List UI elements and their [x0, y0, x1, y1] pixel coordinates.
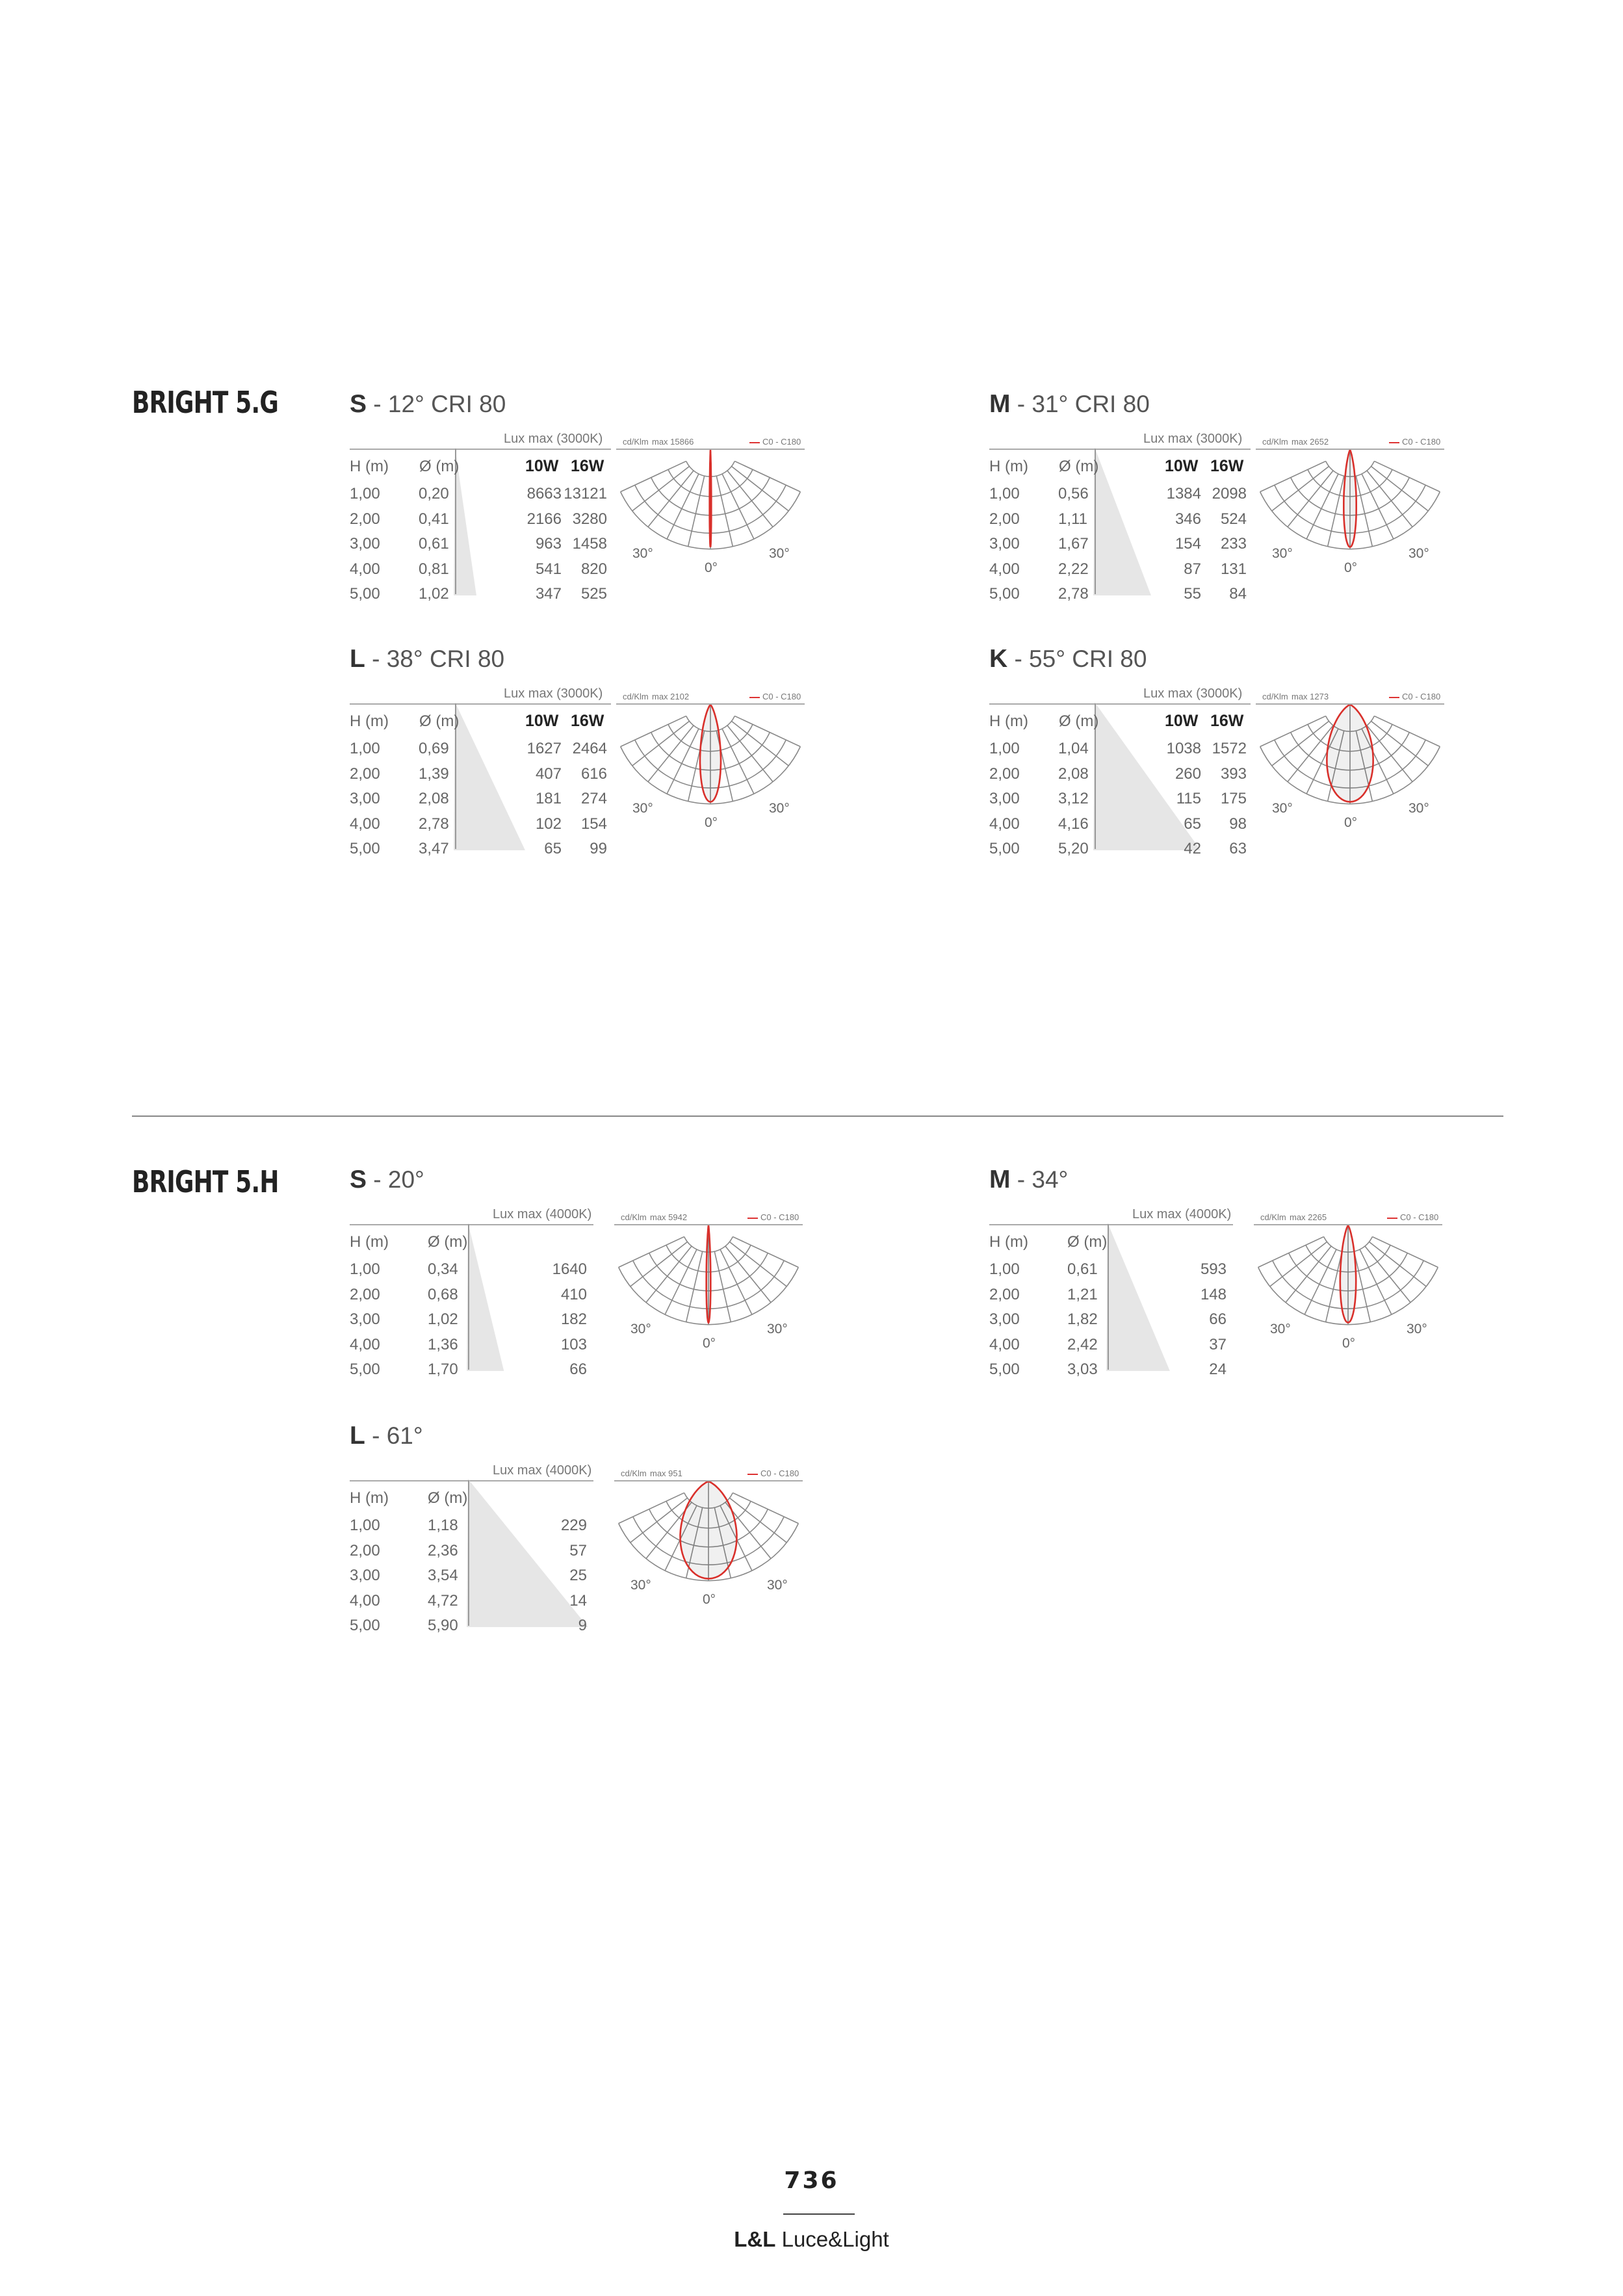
- table-cell-lux-10w: 65: [544, 840, 562, 857]
- table-cell-diameter: 3,47: [419, 840, 449, 857]
- table-cell-lux-10w: 87: [1184, 560, 1201, 578]
- table-cell-lux-10w: 407: [535, 764, 562, 783]
- table-cell-height: 4,00: [350, 1335, 380, 1353]
- optic-angle: - 12° CRI 80: [367, 391, 506, 417]
- table-cell-lux-10w: 25: [569, 1567, 587, 1584]
- table-cell-height: 2,00: [350, 764, 380, 783]
- polar-max: max 15866: [652, 437, 694, 447]
- table-cell-height: 3,00: [350, 1311, 380, 1328]
- table-cell-lux-10w: 1384: [1166, 485, 1201, 502]
- table-cell-lux-10w: 182: [560, 1311, 587, 1328]
- table-cell-lux-10w: 593: [1200, 1260, 1227, 1278]
- table-cell-diameter: 3,54: [428, 1567, 458, 1584]
- table-cell-diameter: 1,39: [419, 764, 449, 783]
- polar-diagram: [611, 1225, 806, 1375]
- polar-legend-text: C0 - C180: [1402, 692, 1441, 701]
- table-cell-diameter: 5,20: [1058, 840, 1089, 857]
- table-cell-diameter: 1,18: [428, 1517, 458, 1534]
- optic-letter: S: [350, 390, 367, 418]
- photometry-block: [350, 390, 818, 611]
- col-header-diameter: Ø (m): [1059, 458, 1099, 475]
- photometry-block: [350, 1422, 818, 1643]
- table-cell-diameter: 2,22: [1058, 560, 1089, 578]
- polar-unit: cd/Klm: [621, 1212, 647, 1222]
- polar-unit: cd/Klm: [1262, 692, 1288, 701]
- optic-angle: - 34°: [1010, 1166, 1069, 1193]
- table-cell-height: 3,00: [350, 790, 380, 807]
- col-header-diameter: Ø (m): [419, 458, 460, 475]
- polar-unit: cd/Klm: [623, 437, 649, 447]
- table-cell-height: 2,00: [989, 1285, 1020, 1303]
- table-cell-lux-16w: 393: [1220, 764, 1247, 783]
- lux-max-label: Lux max (3000K): [504, 686, 603, 701]
- polar-label-center: 0°: [703, 1336, 716, 1351]
- col-header-height: H (m): [350, 1233, 389, 1251]
- polar-label-center: 0°: [1344, 815, 1358, 830]
- legend-red-line: [1387, 1218, 1397, 1219]
- table-cell-lux-16w: 820: [580, 560, 607, 578]
- table-cell-lux-10w: 102: [535, 815, 562, 833]
- polar-legend-text: C0 - C180: [760, 1212, 799, 1222]
- col-header-10w: 10W: [1165, 712, 1199, 730]
- optic-letter: S: [350, 1166, 367, 1194]
- col-header-height: H (m): [350, 712, 389, 730]
- table-cell-height: 3,00: [989, 790, 1020, 807]
- polar-diagram: [1253, 450, 1448, 599]
- polar-label-center: 0°: [703, 1592, 716, 1607]
- product-title-bright-5h: BRIGHT 5.H: [132, 1164, 279, 1199]
- polar-label-left: 30°: [1272, 801, 1293, 816]
- polar-grid-radial: [716, 476, 733, 547]
- table-cell-diameter: 1,02: [428, 1311, 458, 1328]
- polar-max: max 2102: [652, 692, 690, 701]
- table-cell-lux-16w: 13121: [564, 485, 607, 502]
- polar-label-center: 0°: [705, 815, 718, 830]
- table-cell-lux-16w: 63: [1229, 840, 1247, 857]
- table-cell-lux-10w: 103: [560, 1335, 587, 1353]
- table-cell-lux-10w: 154: [1175, 535, 1201, 553]
- polar-unit: cd/Klm: [1260, 1212, 1286, 1222]
- table-cell-diameter: 5,90: [428, 1617, 458, 1634]
- polar-legend-text: C0 - C180: [760, 1468, 799, 1478]
- table-cell-lux-10w: 37: [1209, 1335, 1227, 1353]
- polar-legend: [1389, 437, 1440, 447]
- table-cell-lux-16w: 131: [1220, 560, 1247, 578]
- polar-legend: [749, 437, 801, 447]
- footer-divider: [783, 2213, 855, 2215]
- table-cell-diameter: 1,70: [428, 1361, 458, 1378]
- col-header-16w: 16W: [571, 457, 604, 475]
- polar-max: max 5942: [650, 1212, 688, 1222]
- table-cell-lux-16w: 2464: [572, 740, 607, 757]
- legend-red-line: [749, 697, 760, 698]
- legend-red-line: [1389, 697, 1399, 698]
- polar-unit: cd/Klm: [623, 692, 649, 701]
- table-cell-lux-16w: 1458: [572, 535, 607, 553]
- col-header-height: H (m): [989, 1233, 1028, 1251]
- table-cell-height: 2,00: [350, 1541, 380, 1559]
- intensity-curve: [707, 1225, 711, 1323]
- polar-label-left: 30°: [632, 801, 653, 816]
- table-cell-lux-10w: 181: [535, 790, 562, 807]
- optic-angle: - 55° CRI 80: [1007, 646, 1147, 672]
- polar-label-right: 30°: [769, 546, 790, 561]
- polar-label-right: 30°: [1409, 546, 1429, 561]
- table-column-rule: [468, 1480, 469, 1626]
- table-cell-height: 3,00: [989, 1311, 1020, 1328]
- photometry-block: [350, 645, 818, 866]
- table-cell-lux-16w: 99: [590, 840, 607, 857]
- table-cell-lux-10w: 24: [1209, 1361, 1227, 1378]
- table-column-rule: [468, 1224, 469, 1370]
- table-cell-diameter: 0,34: [428, 1260, 458, 1278]
- table-cell-diameter: 1,82: [1067, 1311, 1098, 1328]
- table-cell-height: 5,00: [350, 585, 380, 603]
- table-cell-lux-16w: 84: [1229, 585, 1247, 603]
- table-cell-height: 3,00: [350, 535, 380, 553]
- photometry-block: [350, 1166, 818, 1387]
- col-header-16w: 16W: [1210, 457, 1244, 475]
- table-cell-diameter: 0,20: [419, 485, 449, 502]
- table-cell-lux-10w: 229: [560, 1517, 587, 1534]
- table-cell-lux-10w: 410: [560, 1285, 587, 1303]
- optic-letter: L: [350, 645, 365, 673]
- table-cell-diameter: 2,78: [1058, 585, 1089, 603]
- table-cell-lux-10w: 1038: [1166, 740, 1201, 757]
- table-cell-lux-10w: 2166: [526, 510, 562, 528]
- table-cell-diameter: 1,21: [1067, 1285, 1098, 1303]
- col-header-height: H (m): [350, 458, 389, 475]
- lux-max-label: Lux max (4000K): [493, 1463, 592, 1478]
- table-cell-diameter: 0,69: [419, 740, 449, 757]
- table-cell-diameter: 2,08: [1058, 764, 1089, 783]
- optic-angle: - 61°: [365, 1422, 423, 1449]
- table-cell-lux-16w: 2098: [1212, 485, 1247, 502]
- col-header-height: H (m): [350, 1489, 389, 1507]
- polar-legend: [1387, 1212, 1438, 1222]
- legend-red-line: [749, 442, 760, 443]
- table-cell-height: 1,00: [350, 1517, 380, 1534]
- polar-diagram: [1253, 705, 1448, 854]
- polar-diagram: [613, 705, 808, 854]
- table-cell-lux-16w: 233: [1220, 535, 1247, 553]
- table-cell-height: 3,00: [350, 1567, 380, 1584]
- col-header-16w: 16W: [571, 712, 604, 730]
- polar-max: max 2265: [1290, 1212, 1327, 1222]
- table-cell-height: 5,00: [350, 1361, 380, 1378]
- table-cell-diameter: 2,42: [1067, 1335, 1098, 1353]
- table-cell-diameter: 0,68: [428, 1285, 458, 1303]
- polar-grid-radial: [714, 1251, 731, 1322]
- table-cell-lux-16w: 3280: [572, 510, 607, 528]
- table-cell-lux-10w: 347: [535, 585, 562, 603]
- polar-label-right: 30°: [769, 801, 790, 816]
- table-cell-height: 2,00: [989, 764, 1020, 783]
- polar-label-left: 30°: [630, 1578, 651, 1593]
- lux-max-label: Lux max (4000K): [493, 1207, 592, 1221]
- table-cell-height: 1,00: [350, 485, 380, 502]
- polar-legend: [1389, 692, 1440, 701]
- optic-letter: M: [989, 390, 1011, 418]
- table-cell-lux-10w: 42: [1184, 840, 1201, 857]
- polar-diagram: [1251, 1225, 1446, 1375]
- polar-label-center: 0°: [705, 560, 718, 575]
- polar-grid-radial: [688, 476, 705, 547]
- table-cell-height: 4,00: [350, 560, 380, 578]
- table-cell-diameter: 1,36: [428, 1335, 458, 1353]
- photometry-block: [989, 1166, 1457, 1387]
- table-cell-height: 1,00: [989, 485, 1020, 502]
- legend-red-line: [747, 1218, 758, 1219]
- polar-grid-radial: [686, 1251, 703, 1322]
- page-number: 736: [784, 2167, 839, 2194]
- polar-legend-text: C0 - C180: [762, 437, 801, 447]
- optic-letter: L: [350, 1422, 365, 1450]
- section-divider: [132, 1115, 1503, 1117]
- lux-max-label: Lux max (3000K): [1143, 686, 1243, 701]
- col-header-10w: 10W: [525, 457, 559, 475]
- table-cell-lux-10w: 115: [1176, 790, 1201, 807]
- table-cell-height: 5,00: [989, 585, 1020, 603]
- table-cell-diameter: 0,61: [1067, 1260, 1098, 1278]
- product-title-bright-5g: BRIGHT 5.G: [132, 385, 279, 420]
- polar-grid-radial: [1356, 476, 1372, 547]
- table-cell-lux-16w: 98: [1229, 815, 1247, 833]
- table-cell-diameter: 1,04: [1058, 740, 1089, 757]
- polar-max: max 951: [650, 1468, 682, 1478]
- table-cell-diameter: 2,08: [419, 790, 449, 807]
- table-cell-height: 4,00: [989, 1335, 1020, 1353]
- table-column-rule: [1108, 1224, 1109, 1370]
- table-cell-lux-16w: 154: [580, 815, 607, 833]
- table-cell-lux-10w: 66: [1209, 1311, 1227, 1328]
- table-cell-lux-16w: 525: [580, 585, 607, 603]
- polar-unit: cd/Klm: [1262, 437, 1288, 447]
- polar-grid-radial: [1328, 476, 1344, 547]
- polar-label-center: 0°: [1344, 560, 1358, 575]
- table-cell-height: 4,00: [989, 560, 1020, 578]
- polar-label-right: 30°: [767, 1322, 788, 1337]
- table-cell-lux-10w: 57: [569, 1541, 587, 1559]
- table-cell-diameter: 0,41: [419, 510, 449, 528]
- lux-max-label: Lux max (4000K): [1132, 1207, 1232, 1221]
- col-header-16w: 16W: [1210, 712, 1244, 730]
- table-cell-diameter: 0,56: [1058, 485, 1089, 502]
- col-header-10w: 10W: [525, 712, 559, 730]
- table-cell-diameter: 1,11: [1058, 510, 1087, 528]
- intensity-curve: [1327, 705, 1373, 802]
- table-cell-height: 1,00: [350, 740, 380, 757]
- lux-max-label: Lux max (3000K): [1143, 432, 1243, 446]
- table-cell-diameter: 3,12: [1058, 790, 1089, 807]
- legend-red-line: [1389, 442, 1399, 443]
- table-cell-diameter: 4,72: [428, 1591, 458, 1610]
- polar-unit: cd/Klm: [621, 1468, 647, 1478]
- polar-label-left: 30°: [632, 546, 653, 561]
- polar-legend: [749, 692, 801, 701]
- table-cell-diameter: 4,16: [1058, 815, 1089, 833]
- table-cell-lux-10w: 55: [1184, 585, 1201, 603]
- legend-red-line: [747, 1474, 758, 1475]
- photometry-block: [989, 390, 1457, 611]
- table-cell-lux-10w: 8663: [526, 485, 562, 502]
- table-cell-lux-10w: 260: [1175, 764, 1201, 783]
- col-header-diameter: Ø (m): [428, 1489, 468, 1507]
- table-cell-diameter: 1,67: [1058, 535, 1089, 553]
- table-cell-lux-10w: 9: [578, 1617, 587, 1634]
- polar-label-right: 30°: [1409, 801, 1429, 816]
- intensity-curve: [710, 450, 712, 547]
- table-cell-diameter: 3,03: [1067, 1361, 1098, 1378]
- brand-logo-text: L&L: [734, 2227, 776, 2251]
- table-cell-diameter: 2,78: [419, 815, 449, 833]
- optic-angle: - 31° CRI 80: [1010, 391, 1150, 417]
- polar-legend-text: C0 - C180: [762, 692, 801, 701]
- polar-diagram: [611, 1481, 806, 1631]
- table-cell-height: 3,00: [989, 535, 1020, 553]
- table-cell-lux-16w: 616: [580, 764, 607, 783]
- table-cell-height: 5,00: [989, 1361, 1020, 1378]
- polar-label-left: 30°: [630, 1322, 651, 1337]
- table-cell-height: 5,00: [350, 840, 380, 857]
- table-cell-lux-10w: 66: [569, 1361, 587, 1378]
- table-cell-lux-10w: 541: [535, 560, 562, 578]
- col-header-height: H (m): [989, 458, 1028, 475]
- table-cell-lux-16w: 524: [1220, 510, 1247, 528]
- polar-legend-text: C0 - C180: [1400, 1212, 1439, 1222]
- table-cell-lux-10w: 14: [569, 1591, 587, 1610]
- col-header-diameter: Ø (m): [1067, 1233, 1108, 1251]
- polar-diagram: [613, 450, 808, 599]
- table-cell-diameter: 2,36: [428, 1541, 458, 1559]
- table-cell-height: 2,00: [350, 1285, 380, 1303]
- table-cell-lux-10w: 148: [1200, 1285, 1227, 1303]
- table-cell-height: 5,00: [350, 1617, 380, 1634]
- col-header-height: H (m): [989, 712, 1028, 730]
- table-cell-lux-16w: 1572: [1212, 740, 1247, 757]
- table-cell-diameter: 0,61: [419, 535, 449, 553]
- optic-angle: - 38° CRI 80: [365, 646, 505, 672]
- table-cell-height: 1,00: [989, 740, 1020, 757]
- table-cell-height: 4,00: [350, 815, 380, 833]
- table-cell-height: 2,00: [350, 510, 380, 528]
- col-header-diameter: Ø (m): [428, 1233, 468, 1251]
- table-cell-height: 1,00: [350, 1260, 380, 1278]
- table-cell-diameter: 0,81: [419, 560, 449, 578]
- table-cell-height: 4,00: [350, 1591, 380, 1610]
- intensity-curve: [700, 705, 721, 802]
- lux-max-label: Lux max (3000K): [504, 432, 603, 446]
- col-header-10w: 10W: [1165, 457, 1199, 475]
- polar-max: max 2652: [1292, 437, 1329, 447]
- table-cell-lux-10w: 346: [1175, 510, 1201, 528]
- intensity-curve: [1340, 1225, 1356, 1323]
- polar-legend: [747, 1468, 799, 1478]
- intensity-curve: [1344, 450, 1356, 547]
- polar-legend-text: C0 - C180: [1402, 437, 1441, 447]
- col-header-diameter: Ø (m): [419, 712, 460, 730]
- polar-max: max 1273: [1292, 692, 1329, 701]
- polar-legend: [747, 1212, 799, 1222]
- polar-label-left: 30°: [1270, 1322, 1291, 1337]
- photometry-block: [989, 645, 1457, 866]
- table-cell-lux-10w: 1627: [526, 740, 562, 757]
- polar-label-right: 30°: [1407, 1322, 1427, 1337]
- table-cell-height: 4,00: [989, 815, 1020, 833]
- intensity-curve: [681, 1481, 737, 1579]
- table-cell-lux-16w: 274: [580, 790, 607, 807]
- table-cell-height: 5,00: [989, 840, 1020, 857]
- col-header-diameter: Ø (m): [1059, 712, 1099, 730]
- brand-name: Luce&Light: [775, 2227, 889, 2251]
- table-cell-lux-10w: 1640: [552, 1260, 587, 1278]
- polar-label-right: 30°: [767, 1578, 788, 1593]
- table-cell-lux-10w: 963: [535, 535, 562, 553]
- optic-letter: K: [989, 645, 1008, 673]
- table-cell-height: 1,00: [989, 1260, 1020, 1278]
- polar-label-left: 30°: [1272, 546, 1293, 561]
- brand-footer: [0, 2227, 1623, 2252]
- table-cell-diameter: 1,02: [419, 585, 449, 603]
- polar-label-center: 0°: [1342, 1336, 1356, 1351]
- table-cell-lux-10w: 65: [1184, 815, 1201, 833]
- table-cell-lux-16w: 175: [1220, 790, 1247, 807]
- table-cell-height: 2,00: [989, 510, 1020, 528]
- optic-letter: M: [989, 1166, 1011, 1194]
- optic-angle: - 20°: [367, 1166, 424, 1193]
